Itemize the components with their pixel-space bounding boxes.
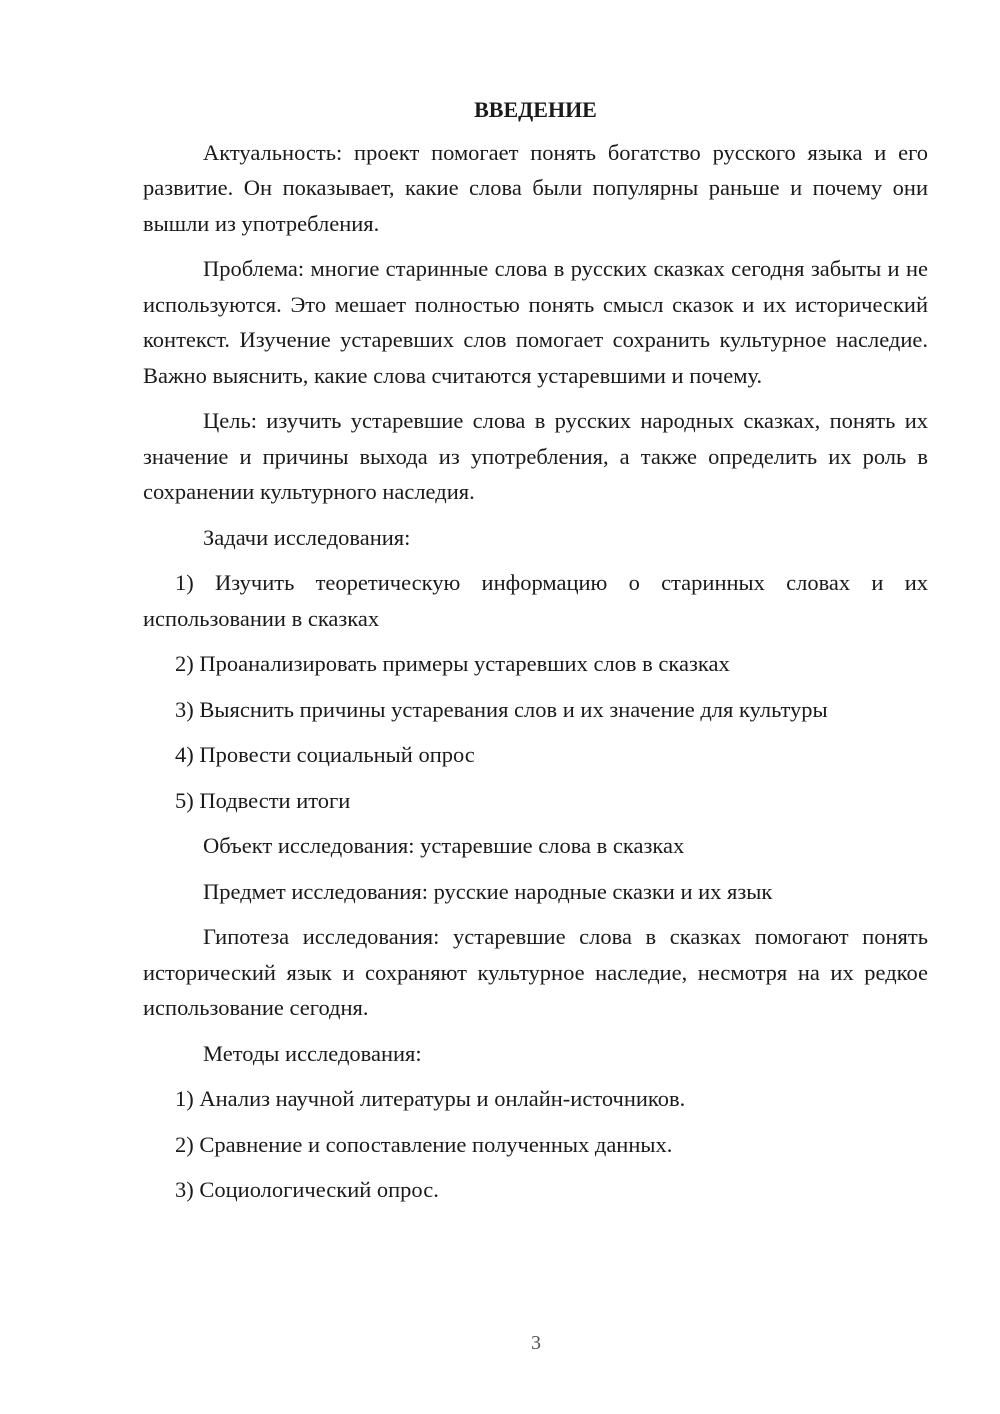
goal-paragraph: Цель: изучить устаревшие слова в русских народных сказках, понять их значение и причины выхода из употребления, а также определить их роль в сохранении культурного наследия. xyxy=(143,408,928,504)
tasks-heading: Задачи исследования: xyxy=(203,524,411,550)
method-item: 1) Анализ научной литературы и онлайн-источников. xyxy=(175,1086,686,1111)
object-paragraph: Объект исследования: устаревшие слова в сказках xyxy=(203,833,685,858)
relevance-paragraph: Актуальность: проект помогает понять богатство русского языка и его развитие. Он показывает, какие слова были популярны раньше и почему они вышли из употребления. xyxy=(143,139,928,236)
task-item: 4) Провести социальный опрос xyxy=(175,742,475,767)
page-title: ВВЕДЕНИЕ xyxy=(474,97,597,122)
hypothesis-paragraph: Гипотеза исследования: устаревшие слова в сказках помогают понять исторический язык и сохраняют культурное наследие, несмотря на их редкое использование сегодня. xyxy=(143,924,928,1020)
method-item: 3) Социологический опрос. xyxy=(175,1177,439,1202)
document-page xyxy=(143,92,928,1218)
page-number: 3 xyxy=(531,1332,541,1354)
task-item: 1) Изучить теоретическую информацию о старинных словах и их использовании в сказках xyxy=(143,570,928,631)
methods-heading: Методы исследования: xyxy=(203,1040,422,1066)
method-item: 2) Сравнение и сопоставление полученных данных. xyxy=(175,1131,673,1157)
problem-paragraph: Проблема: многие старинные слова в русских сказках сегодня забыты и не используются. Это мешает полностью понять смысл сказок и их исторический контекст. Изучение устаревших слов помогает сохранить культурное наследие. Важно выяснить, какие слова считаются устаревшими и почему. xyxy=(143,256,928,388)
subject-paragraph: Предмет исследования: русские народные сказки и их язык xyxy=(203,878,773,904)
task-item: 3) Выяснить причины устаревания слов и их значение для культуры xyxy=(175,696,828,722)
task-item: 5) Подвести итоги xyxy=(175,787,351,813)
task-item: 2) Проанализировать примеры устаревших слов в сказках xyxy=(175,651,730,676)
